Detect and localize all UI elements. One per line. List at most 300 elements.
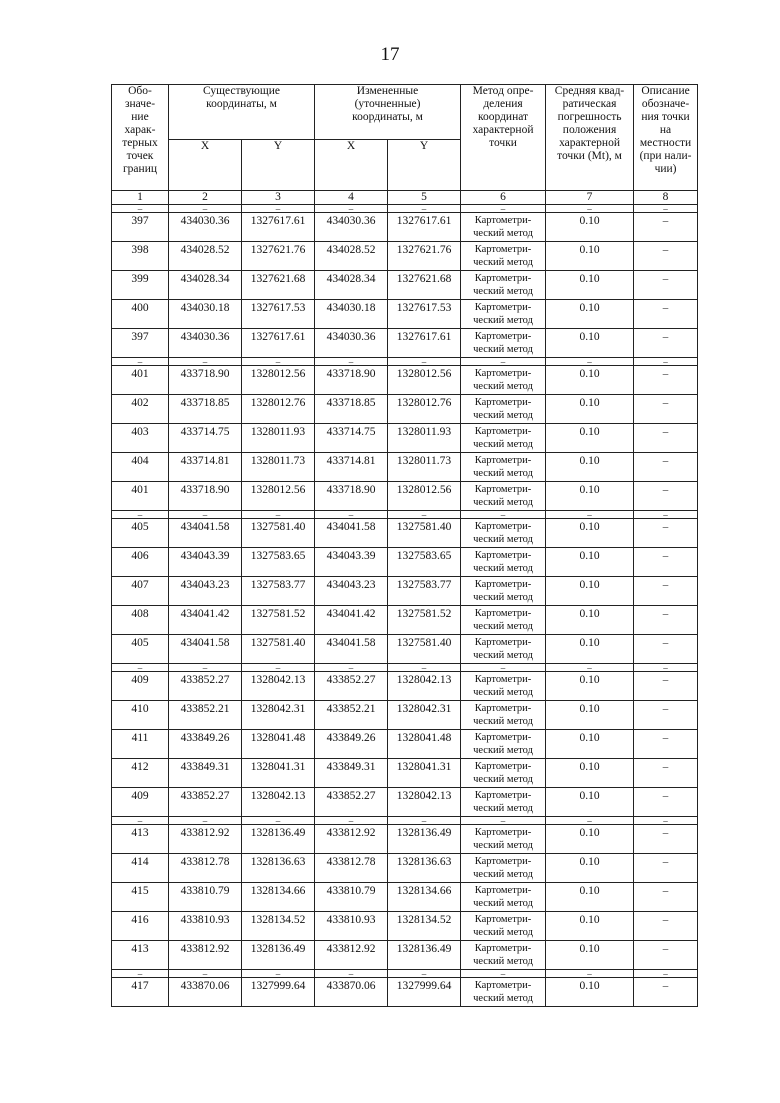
separator-row — [112, 970, 698, 978]
separator-cell: – — [315, 511, 388, 519]
changed-x-cell: 433812.92 — [315, 941, 388, 970]
column-number: 6 — [461, 191, 546, 205]
point-id-cell: 408 — [112, 606, 169, 635]
existing-y-cell: 1327621.68 — [242, 271, 315, 300]
separator-cell: – — [388, 358, 461, 366]
existing-x-cell: 434030.36 — [169, 213, 242, 242]
separator-cell: – — [546, 664, 634, 672]
existing-x-cell: 433849.26 — [169, 730, 242, 759]
method-cell: Картометри- ческий метод — [461, 424, 546, 453]
separator-cell: – — [112, 817, 169, 825]
changed-y-cell: 1328041.31 — [388, 759, 461, 788]
point-id-cell: 398 — [112, 242, 169, 271]
existing-x-cell: 433849.31 — [169, 759, 242, 788]
method-cell: Картометри- ческий метод — [461, 519, 546, 548]
changed-x-cell: 433714.75 — [315, 424, 388, 453]
changed-y-cell: 1327617.53 — [388, 300, 461, 329]
header-x-changed: X — [315, 140, 388, 191]
table-row — [112, 242, 698, 271]
separator-cell: – — [546, 970, 634, 978]
changed-x-cell: 433852.21 — [315, 701, 388, 730]
changed-x-cell: 433810.79 — [315, 883, 388, 912]
changed-x-cell: 433849.31 — [315, 759, 388, 788]
changed-y-cell: 1328012.56 — [388, 366, 461, 395]
description-cell: – — [634, 825, 698, 854]
method-cell: Картометри- ческий метод — [461, 941, 546, 970]
changed-y-cell: 1327621.76 — [388, 242, 461, 271]
separator-cell: – — [461, 664, 546, 672]
separator-cell: – — [169, 970, 242, 978]
existing-y-cell: 1328041.48 — [242, 730, 315, 759]
method-cell: Картометри- ческий метод — [461, 548, 546, 577]
table-row — [112, 366, 698, 395]
column-number: 7 — [546, 191, 634, 205]
point-id-cell: 415 — [112, 883, 169, 912]
description-cell: – — [634, 635, 698, 664]
existing-y-cell: 1327617.61 — [242, 329, 315, 358]
existing-x-cell: 433714.81 — [169, 453, 242, 482]
description-cell: – — [634, 395, 698, 424]
existing-y-cell: 1328041.31 — [242, 759, 315, 788]
error-cell: 0.10 — [546, 825, 634, 854]
separator-row — [112, 664, 698, 672]
changed-y-cell: 1327581.40 — [388, 519, 461, 548]
method-cell: Картометри- ческий метод — [461, 395, 546, 424]
table-row — [112, 941, 698, 970]
separator-cell: – — [112, 358, 169, 366]
table-row — [112, 854, 698, 883]
table-row — [112, 606, 698, 635]
method-cell: Картометри- ческий метод — [461, 912, 546, 941]
point-id-cell: 397 — [112, 329, 169, 358]
error-cell: 0.10 — [546, 577, 634, 606]
point-id-cell: 405 — [112, 519, 169, 548]
changed-x-cell: 434028.34 — [315, 271, 388, 300]
header-y-changed: Y — [388, 140, 461, 191]
separator-cell: – — [315, 358, 388, 366]
separator-cell: – — [461, 970, 546, 978]
point-id-cell: 410 — [112, 701, 169, 730]
changed-y-cell: 1327617.61 — [388, 213, 461, 242]
existing-x-cell: 433812.92 — [169, 825, 242, 854]
changed-x-cell: 434028.52 — [315, 242, 388, 271]
changed-y-cell: 1328042.13 — [388, 672, 461, 701]
changed-y-cell: 1327621.68 — [388, 271, 461, 300]
error-cell: 0.10 — [546, 788, 634, 817]
separator-cell: – — [315, 205, 388, 213]
changed-y-cell: 1327581.40 — [388, 635, 461, 664]
existing-x-cell: 433812.92 — [169, 941, 242, 970]
point-id-cell: 413 — [112, 941, 169, 970]
changed-x-cell: 434030.36 — [315, 213, 388, 242]
separator-cell: – — [242, 511, 315, 519]
method-cell: Картометри- ческий метод — [461, 883, 546, 912]
error-cell: 0.10 — [546, 941, 634, 970]
method-cell: Картометри- ческий метод — [461, 213, 546, 242]
existing-y-cell: 1328012.76 — [242, 395, 315, 424]
description-cell: – — [634, 271, 698, 300]
existing-y-cell: 1327583.77 — [242, 577, 315, 606]
changed-x-cell: 433852.27 — [315, 788, 388, 817]
existing-y-cell: 1328012.56 — [242, 366, 315, 395]
existing-y-cell: 1328136.49 — [242, 825, 315, 854]
existing-y-cell: 1328042.13 — [242, 672, 315, 701]
separator-cell: – — [546, 817, 634, 825]
error-cell: 0.10 — [546, 854, 634, 883]
separator-cell: – — [315, 817, 388, 825]
changed-x-cell: 434041.58 — [315, 635, 388, 664]
separator-cell: – — [634, 817, 698, 825]
description-cell: – — [634, 788, 698, 817]
changed-x-cell: 433810.93 — [315, 912, 388, 941]
existing-y-cell: 1328136.49 — [242, 941, 315, 970]
existing-y-cell: 1328011.93 — [242, 424, 315, 453]
method-cell: Картометри- ческий метод — [461, 453, 546, 482]
error-cell: 0.10 — [546, 271, 634, 300]
separator-cell: – — [546, 205, 634, 213]
table-row — [112, 825, 698, 854]
error-cell: 0.10 — [546, 300, 634, 329]
header-designation: Обо- значе- ние харак- терных точек границ — [112, 85, 169, 191]
changed-y-cell: 1328042.13 — [388, 788, 461, 817]
separator-cell: – — [461, 817, 546, 825]
separator-cell: – — [112, 970, 169, 978]
description-cell: – — [634, 577, 698, 606]
error-cell: 0.10 — [546, 883, 634, 912]
changed-y-cell: 1327999.64 — [388, 978, 461, 1007]
description-cell: – — [634, 213, 698, 242]
separator-row — [112, 511, 698, 519]
error-cell: 0.10 — [546, 672, 634, 701]
changed-x-cell: 433718.90 — [315, 366, 388, 395]
existing-y-cell: 1328134.52 — [242, 912, 315, 941]
method-cell: Картометри- ческий метод — [461, 701, 546, 730]
point-id-cell: 411 — [112, 730, 169, 759]
point-id-cell: 414 — [112, 854, 169, 883]
table-row — [112, 635, 698, 664]
error-cell: 0.10 — [546, 759, 634, 788]
description-cell: – — [634, 759, 698, 788]
changed-x-cell: 434030.36 — [315, 329, 388, 358]
method-cell: Картометри- ческий метод — [461, 672, 546, 701]
point-id-cell: 397 — [112, 213, 169, 242]
existing-x-cell: 433714.75 — [169, 424, 242, 453]
existing-x-cell: 433852.27 — [169, 788, 242, 817]
existing-y-cell: 1328134.66 — [242, 883, 315, 912]
method-cell: Картометри- ческий метод — [461, 759, 546, 788]
description-cell: – — [634, 366, 698, 395]
changed-x-cell: 433718.90 — [315, 482, 388, 511]
method-cell: Картометри- ческий метод — [461, 606, 546, 635]
column-number: 4 — [315, 191, 388, 205]
error-cell: 0.10 — [546, 519, 634, 548]
description-cell: – — [634, 453, 698, 482]
existing-x-cell: 433810.79 — [169, 883, 242, 912]
method-cell: Картометри- ческий метод — [461, 482, 546, 511]
changed-x-cell: 433852.27 — [315, 672, 388, 701]
separator-cell: – — [112, 511, 169, 519]
changed-y-cell: 1328012.56 — [388, 482, 461, 511]
changed-x-cell: 433718.85 — [315, 395, 388, 424]
existing-x-cell: 434028.52 — [169, 242, 242, 271]
point-id-cell: 404 — [112, 453, 169, 482]
page-number: 17 — [380, 44, 400, 65]
description-cell: – — [634, 300, 698, 329]
separator-cell: – — [169, 664, 242, 672]
changed-y-cell: 1328042.31 — [388, 701, 461, 730]
column-numbers-row — [112, 191, 698, 205]
method-cell: Картометри- ческий метод — [461, 978, 546, 1007]
column-number: 1 — [112, 191, 169, 205]
separator-cell: – — [169, 205, 242, 213]
changed-y-cell: 1328041.48 — [388, 730, 461, 759]
table-row — [112, 519, 698, 548]
description-cell: – — [634, 329, 698, 358]
separator-cell: – — [388, 817, 461, 825]
table-row — [112, 730, 698, 759]
separator-cell: – — [242, 664, 315, 672]
table-row — [112, 548, 698, 577]
separator-cell: – — [242, 205, 315, 213]
separator-row — [112, 205, 698, 213]
point-id-cell: 406 — [112, 548, 169, 577]
existing-x-cell: 434041.58 — [169, 519, 242, 548]
changed-y-cell: 1328134.52 — [388, 912, 461, 941]
changed-x-cell: 433812.92 — [315, 825, 388, 854]
separator-cell: – — [112, 205, 169, 213]
header-x-existing: X — [169, 140, 242, 191]
separator-row — [112, 817, 698, 825]
existing-y-cell: 1327583.65 — [242, 548, 315, 577]
point-id-cell: 401 — [112, 482, 169, 511]
point-id-cell: 399 — [112, 271, 169, 300]
description-cell: – — [634, 701, 698, 730]
table-row — [112, 395, 698, 424]
header-existing-coordinates: Существующие координаты, м — [169, 85, 315, 140]
column-number: 2 — [169, 191, 242, 205]
existing-y-cell: 1327581.40 — [242, 635, 315, 664]
description-cell: – — [634, 482, 698, 511]
changed-y-cell: 1328136.63 — [388, 854, 461, 883]
point-id-cell: 417 — [112, 978, 169, 1007]
description-cell: – — [634, 424, 698, 453]
description-cell: – — [634, 883, 698, 912]
existing-y-cell: 1328136.63 — [242, 854, 315, 883]
changed-y-cell: 1327583.77 — [388, 577, 461, 606]
error-cell: 0.10 — [546, 366, 634, 395]
point-id-cell: 407 — [112, 577, 169, 606]
description-cell: – — [634, 730, 698, 759]
table-row — [112, 424, 698, 453]
changed-x-cell: 434041.58 — [315, 519, 388, 548]
table-row — [112, 701, 698, 730]
existing-x-cell: 434041.42 — [169, 606, 242, 635]
method-cell: Картометри- ческий метод — [461, 242, 546, 271]
error-cell: 0.10 — [546, 730, 634, 759]
separator-cell: – — [634, 970, 698, 978]
table-row — [112, 672, 698, 701]
changed-y-cell: 1328012.76 — [388, 395, 461, 424]
point-id-cell: 409 — [112, 672, 169, 701]
column-number: 5 — [388, 191, 461, 205]
changed-x-cell: 433812.78 — [315, 854, 388, 883]
point-id-cell: 412 — [112, 759, 169, 788]
existing-y-cell: 1327999.64 — [242, 978, 315, 1007]
method-cell: Картометри- ческий метод — [461, 788, 546, 817]
method-cell: Картометри- ческий метод — [461, 366, 546, 395]
point-id-cell: 409 — [112, 788, 169, 817]
method-cell: Картометри- ческий метод — [461, 577, 546, 606]
existing-x-cell: 433812.78 — [169, 854, 242, 883]
separator-cell: – — [634, 664, 698, 672]
changed-x-cell: 434041.42 — [315, 606, 388, 635]
existing-x-cell: 434043.23 — [169, 577, 242, 606]
error-cell: 0.10 — [546, 548, 634, 577]
method-cell: Картометри- ческий метод — [461, 825, 546, 854]
separator-cell: – — [112, 664, 169, 672]
existing-y-cell: 1327581.52 — [242, 606, 315, 635]
separator-cell: – — [461, 511, 546, 519]
error-cell: 0.10 — [546, 242, 634, 271]
existing-y-cell: 1327581.40 — [242, 519, 315, 548]
error-cell: 0.10 — [546, 482, 634, 511]
separator-row — [112, 358, 698, 366]
description-cell: – — [634, 941, 698, 970]
table-row — [112, 978, 698, 1007]
error-cell: 0.10 — [546, 453, 634, 482]
separator-cell: – — [242, 358, 315, 366]
existing-x-cell: 433852.27 — [169, 672, 242, 701]
existing-y-cell: 1327617.61 — [242, 213, 315, 242]
table-row — [112, 453, 698, 482]
existing-x-cell: 433810.93 — [169, 912, 242, 941]
description-cell: – — [634, 519, 698, 548]
header-method: Метод опре- деления координат характерной точки — [461, 85, 546, 191]
changed-y-cell: 1327581.52 — [388, 606, 461, 635]
point-id-cell: 413 — [112, 825, 169, 854]
method-cell: Картометри- ческий метод — [461, 271, 546, 300]
separator-cell: – — [169, 511, 242, 519]
method-cell: Картометри- ческий метод — [461, 300, 546, 329]
existing-x-cell: 434028.34 — [169, 271, 242, 300]
table-row — [112, 213, 698, 242]
existing-x-cell: 433870.06 — [169, 978, 242, 1007]
existing-y-cell: 1328042.31 — [242, 701, 315, 730]
changed-y-cell: 1327617.61 — [388, 329, 461, 358]
description-cell: – — [634, 854, 698, 883]
separator-cell: – — [242, 970, 315, 978]
error-cell: 0.10 — [546, 606, 634, 635]
method-cell: Картометри- ческий метод — [461, 854, 546, 883]
separator-cell: – — [546, 358, 634, 366]
error-cell: 0.10 — [546, 912, 634, 941]
changed-x-cell: 434043.39 — [315, 548, 388, 577]
point-id-cell: 416 — [112, 912, 169, 941]
changed-x-cell: 433870.06 — [315, 978, 388, 1007]
header-changed-coordinates: Измененные (уточненные) координаты, м — [315, 85, 461, 140]
column-number: 8 — [634, 191, 698, 205]
changed-x-cell: 433714.81 — [315, 453, 388, 482]
table-row — [112, 271, 698, 300]
table-body — [112, 205, 698, 1007]
existing-x-cell: 433718.85 — [169, 395, 242, 424]
column-number: 3 — [242, 191, 315, 205]
existing-x-cell: 433718.90 — [169, 482, 242, 511]
existing-x-cell: 434030.18 — [169, 300, 242, 329]
separator-cell: – — [169, 358, 242, 366]
table-row — [112, 912, 698, 941]
existing-x-cell: 433852.21 — [169, 701, 242, 730]
description-cell: – — [634, 548, 698, 577]
table-row — [112, 788, 698, 817]
existing-x-cell: 434030.36 — [169, 329, 242, 358]
error-cell: 0.10 — [546, 395, 634, 424]
separator-cell: – — [169, 817, 242, 825]
separator-cell: – — [461, 205, 546, 213]
error-cell: 0.10 — [546, 978, 634, 1007]
description-cell: – — [634, 978, 698, 1007]
separator-cell: – — [388, 664, 461, 672]
description-cell: – — [634, 912, 698, 941]
table-row — [112, 300, 698, 329]
existing-y-cell: 1328011.73 — [242, 453, 315, 482]
separator-cell: – — [634, 511, 698, 519]
existing-y-cell: 1327617.53 — [242, 300, 315, 329]
changed-y-cell: 1328134.66 — [388, 883, 461, 912]
existing-y-cell: 1327621.76 — [242, 242, 315, 271]
changed-y-cell: 1328136.49 — [388, 825, 461, 854]
method-cell: Картометри- ческий метод — [461, 329, 546, 358]
separator-cell: – — [315, 970, 388, 978]
point-id-cell: 401 — [112, 366, 169, 395]
point-id-cell: 400 — [112, 300, 169, 329]
existing-x-cell: 434041.58 — [169, 635, 242, 664]
changed-x-cell: 433849.26 — [315, 730, 388, 759]
table-row — [112, 883, 698, 912]
table-row — [112, 759, 698, 788]
changed-x-cell: 434043.23 — [315, 577, 388, 606]
point-id-cell: 402 — [112, 395, 169, 424]
existing-y-cell: 1328012.56 — [242, 482, 315, 511]
coordinates-table — [111, 84, 698, 1007]
header-error: Средняя квад- ратическая погрешность положения характерной точки (Mt), м — [546, 85, 634, 191]
separator-cell: – — [546, 511, 634, 519]
table-row — [112, 577, 698, 606]
changed-x-cell: 434030.18 — [315, 300, 388, 329]
separator-cell: – — [634, 205, 698, 213]
point-id-cell: 403 — [112, 424, 169, 453]
changed-y-cell: 1328011.73 — [388, 453, 461, 482]
error-cell: 0.10 — [546, 635, 634, 664]
existing-y-cell: 1328042.13 — [242, 788, 315, 817]
separator-cell: – — [388, 205, 461, 213]
method-cell: Картометри- ческий метод — [461, 730, 546, 759]
separator-cell: – — [634, 358, 698, 366]
changed-y-cell: 1328136.49 — [388, 941, 461, 970]
changed-y-cell: 1328011.93 — [388, 424, 461, 453]
table-row — [112, 329, 698, 358]
header-y-existing: Y — [242, 140, 315, 191]
separator-cell: – — [388, 970, 461, 978]
existing-x-cell: 434043.39 — [169, 548, 242, 577]
error-cell: 0.10 — [546, 424, 634, 453]
error-cell: 0.10 — [546, 329, 634, 358]
separator-cell: – — [242, 817, 315, 825]
error-cell: 0.10 — [546, 213, 634, 242]
error-cell: 0.10 — [546, 701, 634, 730]
separator-cell: – — [388, 511, 461, 519]
table-row — [112, 482, 698, 511]
